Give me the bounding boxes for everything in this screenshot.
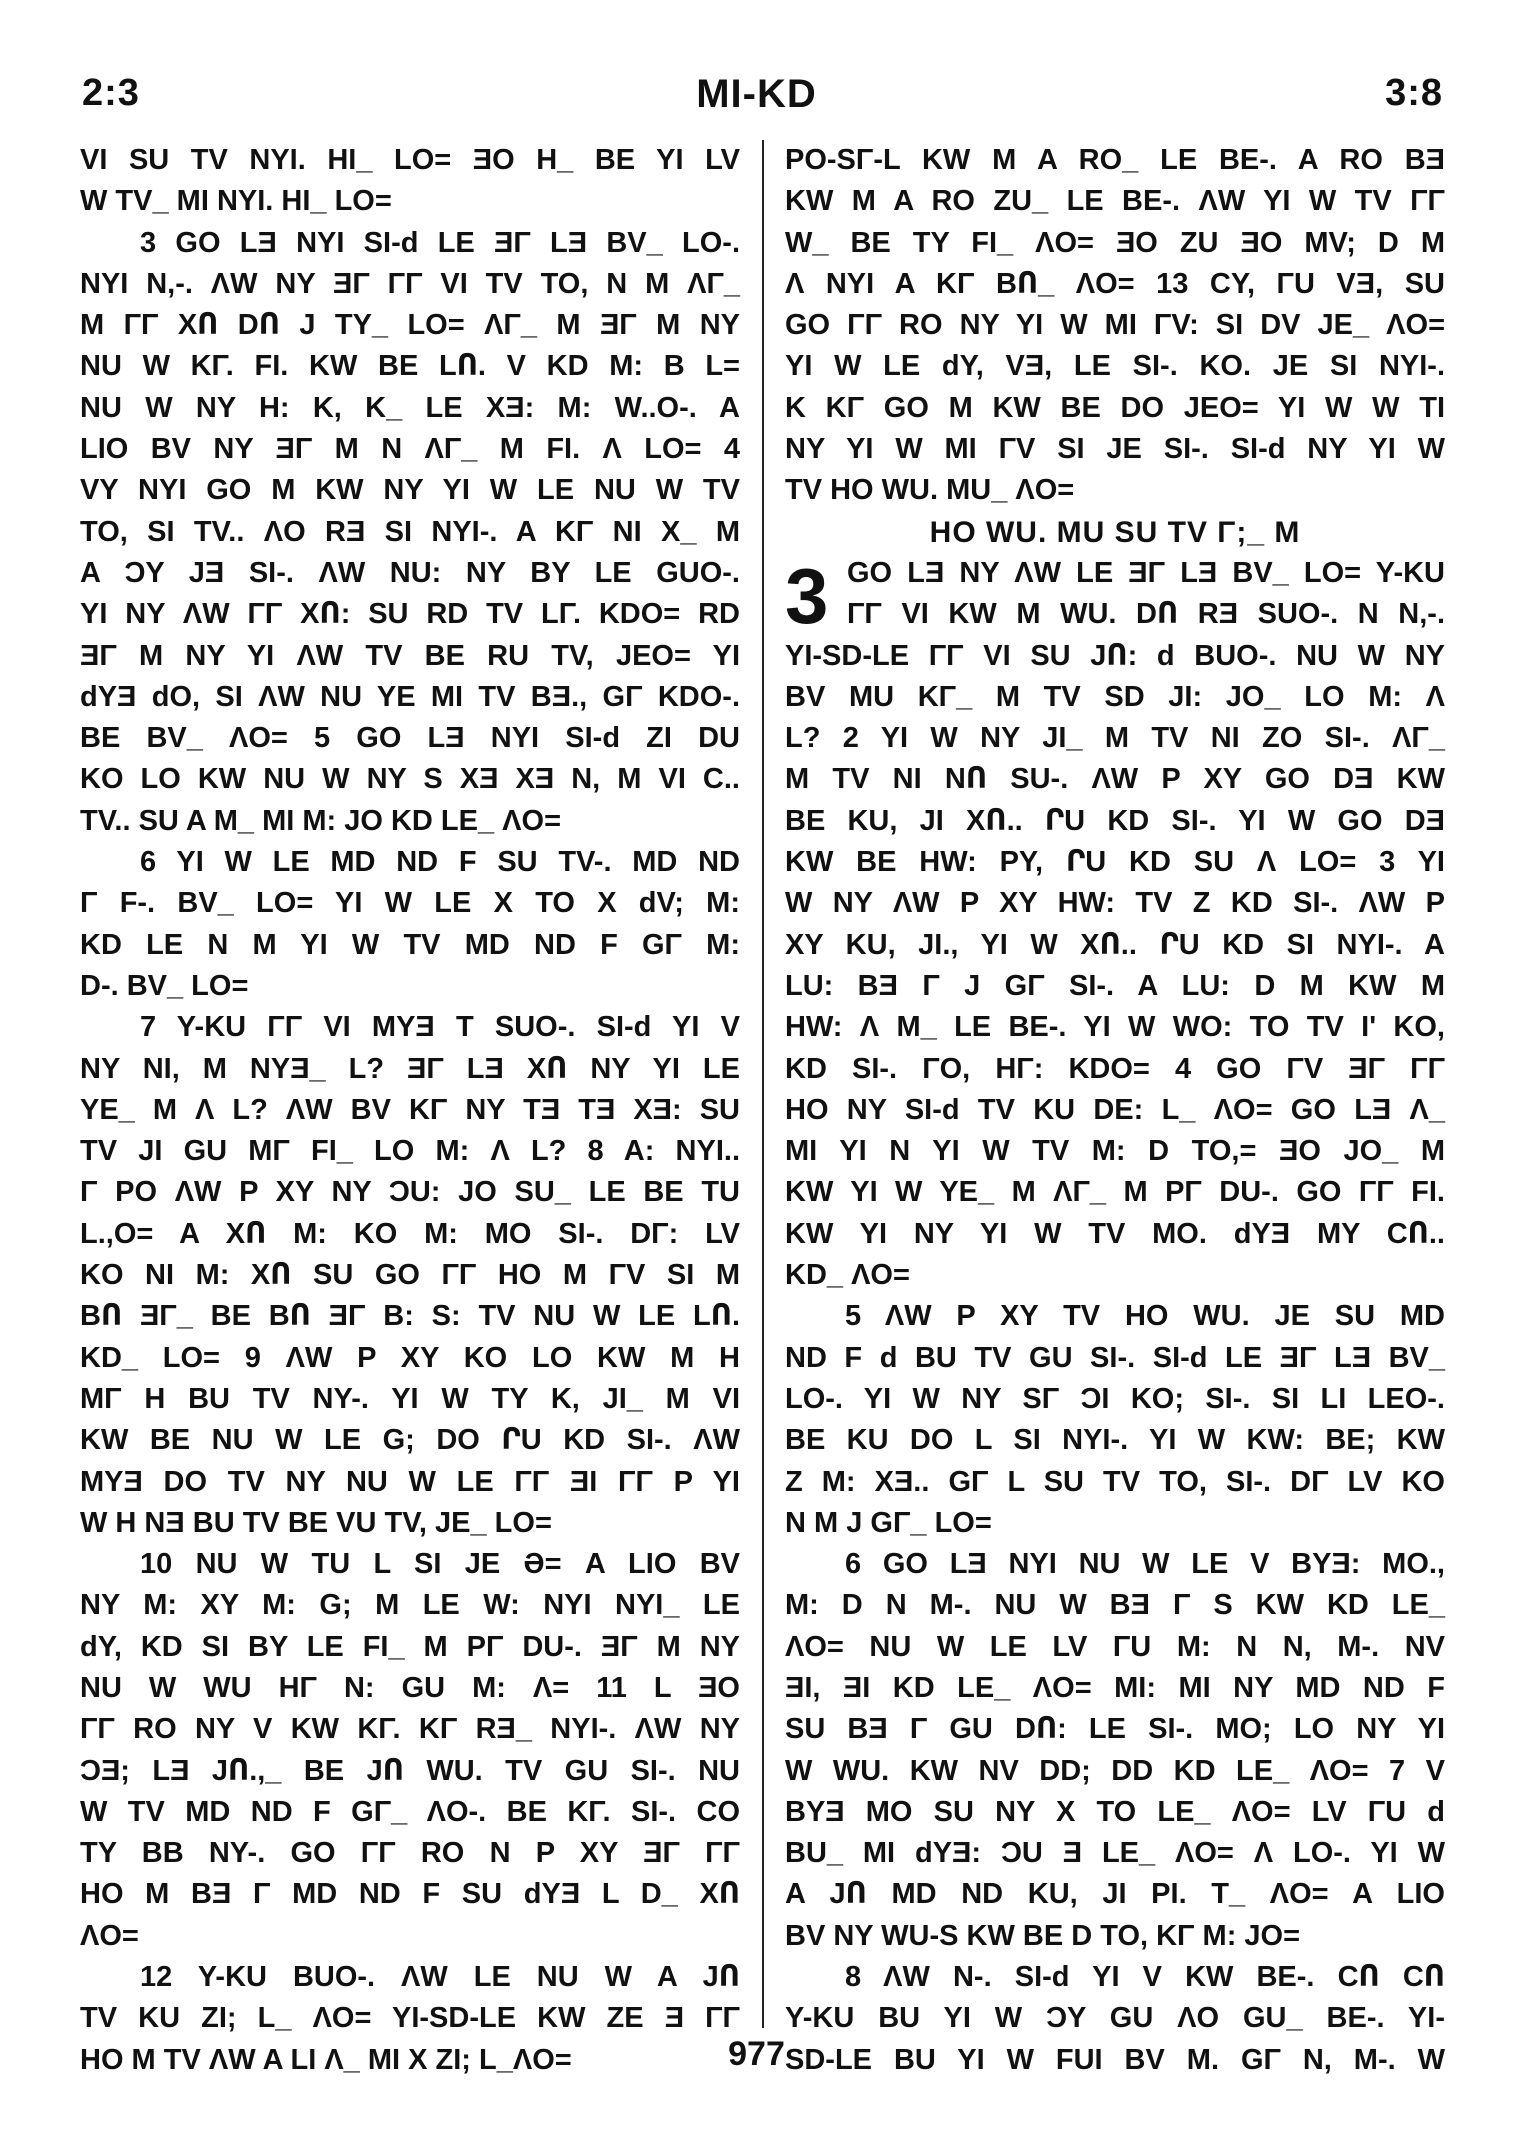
text-line: NY NI, M NYƎ_ L? ƎΓ LƎ XՈ NY YI LE	[80, 1052, 740, 1085]
text-line: M TV NI NՈ SU-. ΛW P XY GO DƎ KW	[785, 763, 1445, 796]
text-line: BE KU DO L SI NYI-. YI W KW: BE; KW	[785, 1424, 1445, 1457]
text-line: HO M TV ΛW A LI Λ_ MI X ZI; L_ΛO=	[80, 2043, 572, 2076]
right-text-column	[785, 140, 1445, 2081]
text-line: dY, KD SI BY LE FI_ M PΓ DU-. ƎΓ M NY	[80, 1630, 740, 1663]
text-line: Y-KU BU YI W ƆY GU ΛO GU_ BE-. YI-	[785, 2002, 1445, 2035]
text-line: MYƎ DO TV NY NU W LE ΓΓ ƎI ΓΓ P YI	[80, 1465, 740, 1498]
text-line: BYƎ MO SU NY X TO LE_ ΛO= LV ΓU d	[785, 1795, 1445, 1828]
text-line: MΓ H BU TV NY-. YI W TY K, JI_ M VI	[80, 1382, 740, 1415]
chapter-heading: HO WU. MU SU TV Γ;_ M	[929, 515, 1301, 549]
text-line: Z M: XƎ.. GΓ L SU TV TO, SI-. DΓ LV KO	[785, 1465, 1445, 1498]
text-line: YI NY ΛW ΓΓ XՈ: SU RD TV LΓ. KDO= RD	[80, 598, 740, 631]
text-line: 6 YI W LE MD ND F SU TV-. MD ND	[140, 846, 740, 879]
text-line: LU: BƎ Γ J GΓ SI-. A LU: D M KW M	[785, 969, 1445, 1002]
text-line: KD_ ΛO=	[785, 1259, 910, 1292]
text-line: KW YI NY YI W TV MO. dYƎ MY CՈ..	[785, 1217, 1445, 1250]
text-line: YI-SD-LE ΓΓ VI SU JՈ: d BUO-. NU W NY	[785, 639, 1445, 672]
text-line: NY M: XY M: G; M LE W: NYI NYI_ LE	[80, 1589, 740, 1622]
text-line: LIO BV NY ƎΓ M N ΛΓ_ M FI. Λ LO= 4	[80, 433, 740, 466]
text-line: ƎΓ M NY YI ΛW TV BE RU TV, JEO= YI	[80, 639, 740, 672]
text-line: Γ F-. BV_ LO= YI W LE X TO X dV; M:	[80, 887, 740, 920]
text-line: HO NY SI-d TV KU DE: L_ ΛO= GO LƎ Λ_	[785, 1093, 1445, 1126]
text-line: KW M A RO ZU_ LE BE-. ΛW YI W TV ΓΓ	[785, 185, 1445, 218]
text-line: GO ΓΓ RO NY YI W MI ΓV: SI DV JE_ ΛO=	[785, 309, 1445, 342]
text-line: D-. BV_ LO=	[80, 969, 249, 1002]
text-line: ƆƎ; LƎ JՈ.,_ BE JՈ WU. TV GU SI-. NU	[80, 1754, 740, 1787]
text-line-content: ΓΓ VI KW M WU. DՈ RƎ SUO-. N N,-.	[847, 598, 1445, 631]
text-line: ΛO=	[80, 1919, 139, 1952]
text-line: BU_ MI dYƎ: ƆU Ǝ LE_ ΛO= Λ LO-. YI W	[785, 1837, 1445, 1870]
text-line: PO-SΓ-L KW M A RO_ LE BE-. A RO BƎ	[785, 144, 1445, 176]
text-line: XY KU, JI., YI W XՈ.. ՐU KD SI NYI-. A	[785, 928, 1445, 961]
text-line: BՈ ƎΓ_ BE BՈ ƎΓ B: S: TV NU W LE LՈ.	[80, 1300, 740, 1333]
text-line: TV HO WU. MU_ ΛO=	[785, 474, 1075, 507]
text-line: BV MU KΓ_ M TV SD JI: JO_ LO M: Λ	[785, 680, 1445, 713]
text-line: 6 GO LƎ NYI NU W LE V BYƎ: MO.,	[845, 1548, 1445, 1581]
text-line: ND F d BU TV GU SI-. SI-d LE ƎΓ LƎ BV_	[785, 1341, 1445, 1374]
column-divider	[762, 140, 764, 2028]
text-line	[785, 594, 1445, 635]
text-line: SD-LE BU YI W FUI BV M. GΓ N, M-. W	[785, 2043, 1445, 2076]
text-line: Λ NYI A KΓ BՈ_ ΛO= 13 CY, ΓU VƎ, SU	[785, 267, 1445, 300]
text-line: MI YI N YI W TV M: D TO,= ƎO JO_ M	[785, 1135, 1445, 1168]
text-line-content: GO LƎ NY ΛW LE ƎΓ LƎ BV_ LO= Y-KU	[847, 556, 1445, 589]
text-line: TV JI GU MΓ FI_ LO M: Λ L? 8 A: NYI..	[80, 1135, 740, 1168]
text-line: W_ BE TY FI_ ΛO= ƎO ZU ƎO MV; D M	[785, 226, 1445, 259]
text-line: Γ PO ΛW P XY NY ƆU: JO SU_ LE BE TU	[80, 1176, 740, 1209]
text-line: KD_ LO= 9 ΛW P XY KO LO KW M H	[80, 1341, 740, 1374]
text-line: ΓΓ RO NY V KW KΓ. KΓ RƎ_ NYI-. ΛW NY	[80, 1713, 740, 1746]
text-line: BV NY WU-S KW BE D TO, KΓ M: JO=	[785, 1919, 1301, 1952]
header-book-title: MI-KD	[696, 72, 817, 116]
text-line: M: D N M-. NU W BƎ Γ S KW KD LE_	[785, 1589, 1445, 1622]
text-line: BE KU, JI XՈ.. ՐU KD SI-. YI W GO DƎ	[785, 804, 1445, 837]
text-line: 5 ΛW P XY TV HO WU. JE SU MD	[845, 1300, 1445, 1333]
text-line: L.,O= A XՈ M: KO M: MO SI-. DΓ: LV	[80, 1217, 740, 1250]
text-line: HO M BƎ Γ MD ND F SU dYƎ L D_ XՈ	[80, 1878, 740, 1911]
text-line: NU W NY H: K, K_ LE XƎ: M: W..O-. A	[80, 391, 740, 424]
text-line: 7 Y-KU ΓΓ VI MYƎ T SUO-. SI-d YI V	[140, 1011, 740, 1044]
text-line: BE BV_ ΛO= 5 GO LƎ NYI SI-d ZI DU	[80, 722, 740, 755]
text-line: NYI N,-. ΛW NY ƎΓ ΓΓ VI TV TO, N M ΛΓ_	[80, 267, 740, 300]
text-line: W NY ΛW P XY HW: TV Z KD SI-. ΛW P	[785, 887, 1445, 920]
text-line: YI W LE dY, VƎ, LE SI-. KO. JE SI NYI-.	[785, 350, 1445, 383]
text-line: HW: Λ M_ LE BE-. YI W WO: TO TV Ι' KO,	[785, 1011, 1445, 1044]
text-line: SU BƎ Γ GU DՈ: LE SI-. MO; LO NY YI	[785, 1713, 1445, 1746]
text-line: NY YI W MI ΓV SI JE SI-. SI-d NY YI W	[785, 433, 1445, 466]
text-line: VY NYI GO M KW NY YI W LE NU W TV	[80, 474, 740, 507]
text-line: M ΓΓ XՈ DՈ J TY_ LO= ΛΓ_ M ƎΓ M NY	[80, 309, 740, 342]
text-line: KW BE NU W LE G; DO ՐU KD SI-. ΛW	[80, 1424, 740, 1457]
text-line: W WU. KW NV DD; DD KD LE_ ΛO= 7 V	[785, 1754, 1445, 1787]
text-line: 8 ΛW N-. SI-d YI V KW BE-. CՈ CՈ	[845, 1961, 1445, 1994]
text-line: L? 2 YI W NY JI_ M TV NI ZO SI-. ΛΓ_	[785, 722, 1445, 755]
text-line: N M J GΓ_ LO=	[785, 1506, 992, 1539]
text-line: YE_ M Λ L? ΛW BV KΓ NY TƎ TƎ XƎ: SU	[80, 1093, 740, 1126]
text-line: W TV_ MI NYI. HI_ LO=	[80, 185, 392, 218]
text-line: 12 Y-KU BUO-. ΛW LE NU W A JՈ	[140, 1961, 740, 1994]
text-line: A JՈ MD ND KU, JI PI. T_ ΛO= A LIO	[785, 1878, 1445, 1911]
text-line: ΛO= NU W LE LV ΓU M: N N, M-. NV	[785, 1630, 1445, 1663]
text-line: W H NƎ BU TV BE VU TV, JE_ LO=	[80, 1506, 552, 1539]
text-line: 10 NU W TU L SI JE Ә= A LIO BV	[140, 1548, 740, 1581]
text-line: KW BE HW: PY, ՐU KD SU Λ LO= 3 YI	[785, 846, 1445, 879]
text-line: KD LE N M YI W TV MD ND F GΓ M:	[80, 928, 740, 961]
text-line: A ƆY JƎ SI-. ΛW NU: NY BY LE GUO-.	[80, 556, 740, 589]
text-line: TV.. SU A M_ MI M: JO KD LE_ ΛO=	[80, 804, 562, 837]
text-line: TV KU ZI; L_ ΛO= YI-SD-LE KW ZE Ǝ ΓΓ	[80, 2002, 740, 2035]
text-line: VI SU TV NYI. HI_ LO= ƎO H_ BE YI LV	[80, 144, 740, 176]
text-line: NU W KΓ. FI. KW BE LՈ. V KD M: B L=	[80, 350, 740, 383]
page-number: 977	[728, 2035, 785, 2073]
text-line: KW YI W YE_ M ΛΓ_ M PΓ DU-. GO ΓΓ FI.	[785, 1176, 1445, 1209]
text-line: KO NI M: XՈ SU GO ΓΓ HO M ΓV SI M	[80, 1259, 740, 1292]
header-left-reference: 2:3	[82, 72, 140, 114]
left-text-column	[80, 140, 740, 2081]
chapter-number-dropcap: 3	[785, 551, 829, 640]
text-line: KO LO KW NU W NY S XƎ XƎ N, M VI C..	[80, 763, 740, 796]
text-line: 3 GO LƎ NYI SI-d LE ƎΓ LƎ BV_ LO-.	[140, 226, 740, 259]
text-line: KD SI-. ΓO, HΓ: KDO= 4 GO ΓV ƎΓ ΓΓ	[785, 1052, 1445, 1085]
text-line: dYƎ dO, SI ΛW NU YE MI TV BƎ., GΓ KDO-.	[80, 680, 740, 713]
text-line: W TV MD ND F GΓ_ ΛO-. BE KΓ. SI-. CO	[80, 1795, 740, 1828]
text-line: ƎI, ƎI KD LE_ ΛO= MI: MI NY MD ND F	[785, 1671, 1445, 1704]
text-line: LO-. YI W NY SΓ ƆI KO; SI-. SI LI LEO-.	[785, 1382, 1445, 1415]
text-line: TY BB NY-. GO ΓΓ RO N P XY ƎΓ ΓΓ	[80, 1837, 740, 1870]
header-right-reference: 3:8	[1385, 72, 1443, 114]
text-line: K KΓ GO M KW BE DO JEO= YI W W TI	[785, 391, 1445, 424]
text-line: NU W WU HΓ N: GU M: Λ= 11 L ƎO	[80, 1671, 740, 1704]
text-line: TO, SI TV.. ΛO RƎ SI NYI-. A KΓ NI X_ M	[80, 515, 740, 548]
